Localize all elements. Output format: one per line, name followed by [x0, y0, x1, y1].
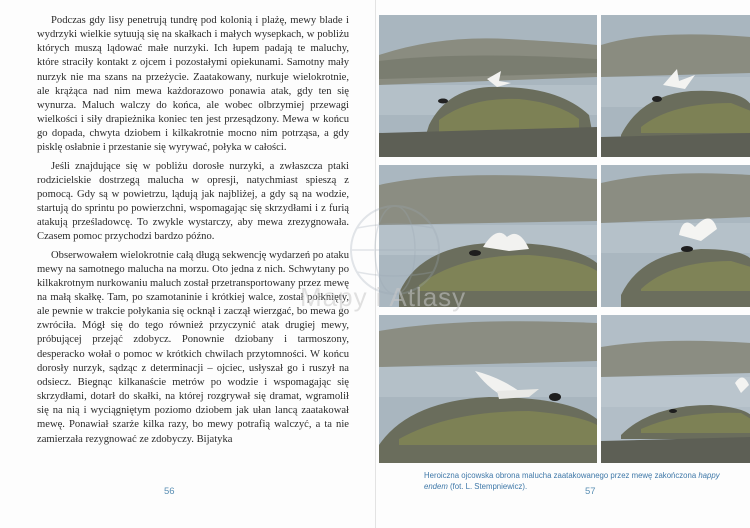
paragraph-3: Obserwowałem wielokrotnie całą długą sekwencję wydarzeń po ataku mewy na samotnego malucha na morzu. Oto jedna z nich. Schwytany po kilkakrotnym nurkowaniu maluch został przetransportowany przez mewę na małą skałkę. Tam, po szamotaninie i krótkiej walce, został połknięty, ale pewnie w trakcie połykania się ocknął i zaczął wierzgać, bo mewa go zwróciła. Mógł się do tego również przyczynić atak drugiej mewy, próbującej przejąć zdobycz. Ponownie dziobany i tarmoszony, desperacko wołał o pomoc w krótkich chwilach przytomności. W końcu dorosły nurzyk, sądząc z determinacji – ojciec, usłyszał go i ruszył na odsiecz. Biegnąc kilkanaście metrów po wodzie i wspomagając się skrzydłami, dotarł do skałki, na której rozgrywał się dramat, wgramolił się na nią i wyciągniętym poziomo dziobem jak ułan lancą zaatakował mewę. Ponawiał szarże kilka razy, bo mewy potrafią walczyć, a ta nie zamierzała rezygnować ze zdobyczy. Bijatyka	[37, 249, 349, 445]
caption-credit: (fot. L. Stempniewicz).	[447, 482, 528, 491]
body-text	[37, 14, 349, 447]
caption-italic: happy endem	[424, 471, 720, 491]
photo-4	[601, 165, 750, 307]
caption-text: Heroiczna ojcowska obrona malucha zaatakowanego przez mewę zakończona	[424, 471, 699, 480]
page-number-left: 56	[164, 486, 175, 497]
photo-3	[379, 165, 597, 307]
paragraph-1: Podczas gdy lisy penetrują tundrę pod kolonią i plażę, mewy blade i wydrzyki wielkie sytuują się na skałkach i małych wysepkach, w pobliżu których muszą lądować małe nurzyki. Ich łupem padają te maluchy, które straciły kontakt z ojcem i pozostałymi opiekunami. Samotny mały nurzyk nie ma szans na przeżycie. Zaatakowany, nurkuje wielokrotnie, ale krążąca nad nim mewa każdorazowo ponawia atak, gdy ten się wynurza. Maluch walczy do końca, ale wobec olbrzymiej przewagi wielkości i siły drapieżnika koniec ten jest przesądzony. Mewa w końcu go dopada, chwyta dziobem i kilkakrotnie mocno nim potrząsa, a gdy pisklę osłabnie i przestanie się wyrywać, połyka w całości.	[37, 15, 349, 154]
photo-1	[379, 15, 597, 157]
photo-grid	[379, 15, 750, 463]
watermark-text: Mapy i Atlasy	[300, 282, 467, 312]
paragraph-2: Jeśli znajdujące się w pobliżu dorosłe nurzyki, a zwłaszcza ptaki rodzicielskie dostrzegą malucha w opresji, natychmiast spieszą z pomocą. Gdy są w powietrzu, lądują jak najbliżej, a gdy są na wodzie, startują do sprintu po powierzchni, wspomagając się skrzydłami i z furią atakują prześladowcę. To zwykle wystarczy, aby mewa zrezygnowała. Czasem pomoc przychodzi bardzo późno.	[37, 160, 349, 243]
photo-caption	[424, 470, 724, 492]
photo-2	[601, 15, 750, 157]
page-number-right: 57	[585, 486, 596, 497]
right-page	[375, 0, 750, 528]
photo-5	[379, 315, 597, 463]
photo-6	[601, 315, 750, 463]
